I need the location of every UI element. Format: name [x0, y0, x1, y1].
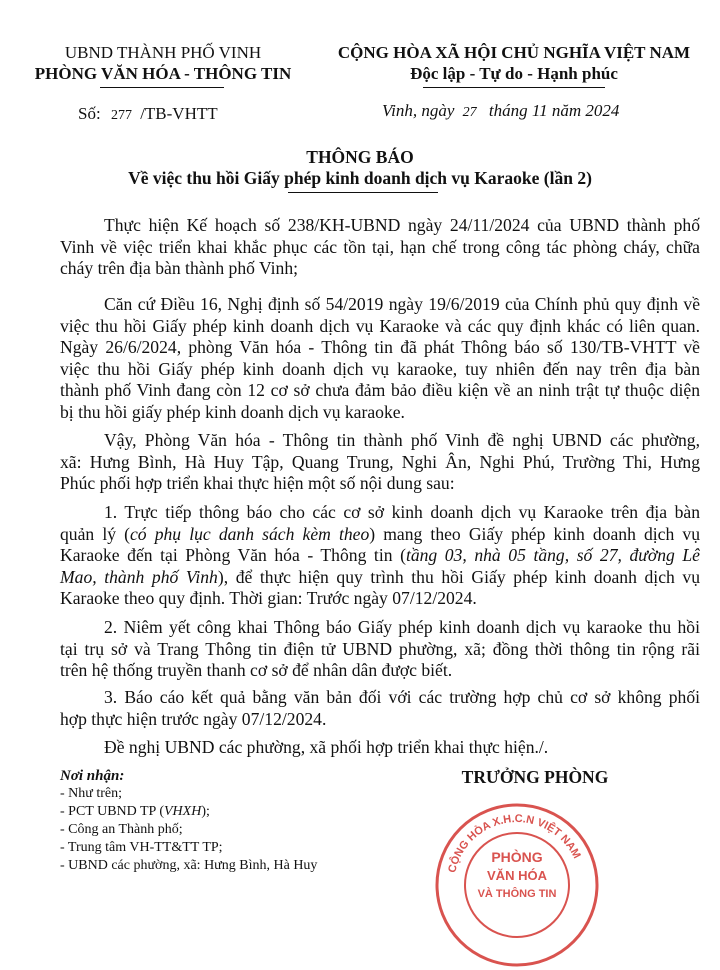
seal-center-line: PHÒNG — [491, 849, 543, 865]
italic-address: tầng 03, nhà 05 tầng, số 27, đường Lê — [405, 545, 700, 566]
seal-center-line: VÀ THÔNG TIN — [477, 888, 557, 900]
header-left-rule — [100, 87, 224, 88]
subject-underline — [288, 192, 438, 193]
motto-line: Độc lập - Tự do - Hạnh phúc — [410, 64, 618, 83]
recipient-item: - Công an Thành phố; — [60, 822, 183, 837]
date-month-year: tháng 11 năm 2024 — [488, 101, 620, 120]
signature-title: TRƯỞNG PHÒNG — [461, 767, 609, 787]
department-line: PHÒNG VĂN HÓA - THÔNG TIN — [34, 64, 292, 83]
paragraph-line: 2. Niêm yết công khai Thông báo Giấy phép kinh doanh dịch vụ karaoke thu hồi — [104, 617, 700, 637]
text-run: - PCT UBND TP ( — [60, 804, 164, 819]
notice-subject: Về việc thu hồi Giấy phép kinh doanh dịch vụ Karaoke (lần 2) — [128, 168, 592, 188]
paragraph-line: 3. Báo cáo kết quả bằng văn bản đối với các trường hợp chủ cơ sở không phối — [104, 687, 700, 707]
recipient-item: - Như trên; — [60, 786, 123, 801]
paragraph-line: Thực hiện Kế hoạch số 238/KH-UBND ngày 24/11/2024 của UBND thành phố — [104, 215, 700, 235]
paragraph-2 — [60, 294, 700, 424]
place-date-prefix: Vinh, ngày — [382, 101, 455, 120]
doc-number-suffix: /TB-VHTT — [140, 104, 218, 123]
text-run: ); — [201, 804, 210, 819]
doc-number-prefix: Số: — [78, 104, 101, 123]
italic-note: VHXH — [163, 804, 202, 819]
date-day: 27 — [462, 105, 477, 120]
paragraph-line: Karaoke theo quy định. Thời gian: Trước ngày 07/12/2024. — [60, 588, 477, 609]
paragraph-line: Ngày 26/6/2024, phòng Văn hóa - Thông tin đã phát Thông báo số 130/TB-VHTT về — [60, 337, 700, 358]
italic-address: Mao, thành phố Vinh — [60, 566, 218, 587]
paragraph-line: thành phố Vinh đang còn 12 cơ sở chưa đảm bảo điều kiện về an ninh trật tự thuộc diện — [60, 380, 700, 401]
paragraph-line: Vinh về việc triển khai khắc phục các tồn tại, hạn chế trong công tác phòng cháy, chữa — [60, 236, 700, 257]
document-number — [78, 104, 218, 124]
paragraph-line: Phúc phối hợp triển khai thực hiện một số nội dung sau: — [60, 473, 455, 494]
paragraph-line: Căn cứ Điều 16, Nghị định số 54/2019 ngày 19/6/2019 của Chính phủ quy định về — [104, 294, 700, 314]
recipient-item: - Trung tâm VH-TT&TT TP; — [60, 840, 223, 855]
text-run: quản lý ( — [60, 523, 130, 544]
recipient-item — [60, 803, 380, 821]
paragraph-line: việc thu hồi Giấy phép kinh doanh dịch vụ Karaoke và các quy định khác có liên quan. — [60, 315, 700, 336]
paragraph-line: xã: Hưng Bình, Hà Huy Tập, Quang Trung, Nghi Ân, Nghi Phú, Trường Thi, Hưng — [60, 451, 700, 472]
national-heading — [318, 42, 710, 84]
paragraph-line: Vậy, Phòng Văn hóa - Thông tin thành phố Vinh đề nghị UBND các phường, — [104, 430, 700, 450]
official-seal — [432, 800, 602, 970]
item-3 — [60, 687, 700, 730]
paragraph-line: việc thu hồi Giấy phép kinh doanh dịch vụ karaoke, tuy nhiên đến nay trên địa bàn — [60, 358, 700, 379]
issuing-authority — [18, 42, 308, 84]
recipients-heading: Nơi nhận: — [60, 768, 125, 784]
closing-line — [60, 737, 700, 759]
notice-title: THÔNG BÁO — [306, 147, 414, 167]
item-2 — [60, 617, 700, 682]
paragraph-line — [60, 524, 700, 546]
seal-center-line: VĂN HÓA — [487, 868, 547, 883]
recipient-item: - UBND các phường, xã: Hưng Bình, Hà Huy — [60, 858, 318, 873]
doc-number-value: 277 — [110, 108, 132, 123]
seal-outer-ring — [437, 805, 597, 965]
authority-line: UBND THÀNH PHỐ VINH — [64, 43, 262, 62]
paragraph-line: 1. Trực tiếp thông báo cho các cơ sở kinh doanh dịch vụ Karaoke trên địa bàn — [104, 502, 700, 522]
paragraph-1 — [60, 215, 700, 280]
seal-ring-text: CỘNG HÒA X.H.C.N VIỆT NAM — [446, 812, 583, 874]
paragraph-line: tại trụ sở và Trang Thông tin điện tử UBND phường, xã; đồng thời thông tin rộng rãi — [60, 638, 700, 659]
paragraph-line — [60, 545, 700, 567]
paragraph-line: cháy trên địa bàn thành phố Vinh; — [60, 258, 299, 279]
paragraph-line: Đề nghị UBND các phường, xã phối hợp triển khai thực hiện./. — [104, 737, 549, 757]
paragraph-line: hợp thực hiện trước ngày 07/12/2024. — [60, 708, 327, 729]
text-run: ), để thực hiện quy trình thu hồi Giấy phép kinh doanh dịch vụ — [217, 566, 700, 587]
text-run: Karaoke đến tại Phòng Văn hóa - Thông tin ( — [60, 545, 406, 566]
header-right-rule — [423, 87, 605, 88]
text-run: ) mang theo Giấy phép kinh doanh dịch vụ — [369, 523, 700, 544]
paragraph-line: bị thu hồi giấy phép kinh doanh dịch vụ karaoke. — [60, 401, 405, 422]
recipients-block — [60, 767, 380, 875]
paragraph-line — [60, 567, 700, 589]
paragraph-line: trên hệ thống truyền thanh cơ sở để nhân dân được biết. — [60, 660, 453, 681]
item-1 — [60, 502, 700, 610]
place-date — [382, 101, 619, 121]
paragraph-3 — [60, 430, 700, 495]
nation-line: CỘNG HÒA XÃ HỘI CHỦ NGHĨA VIỆT NAM — [337, 43, 691, 62]
italic-note: có phụ lục danh sách kèm theo — [129, 523, 370, 544]
recipients-heading-text: Nơi nhận — [60, 768, 120, 784]
